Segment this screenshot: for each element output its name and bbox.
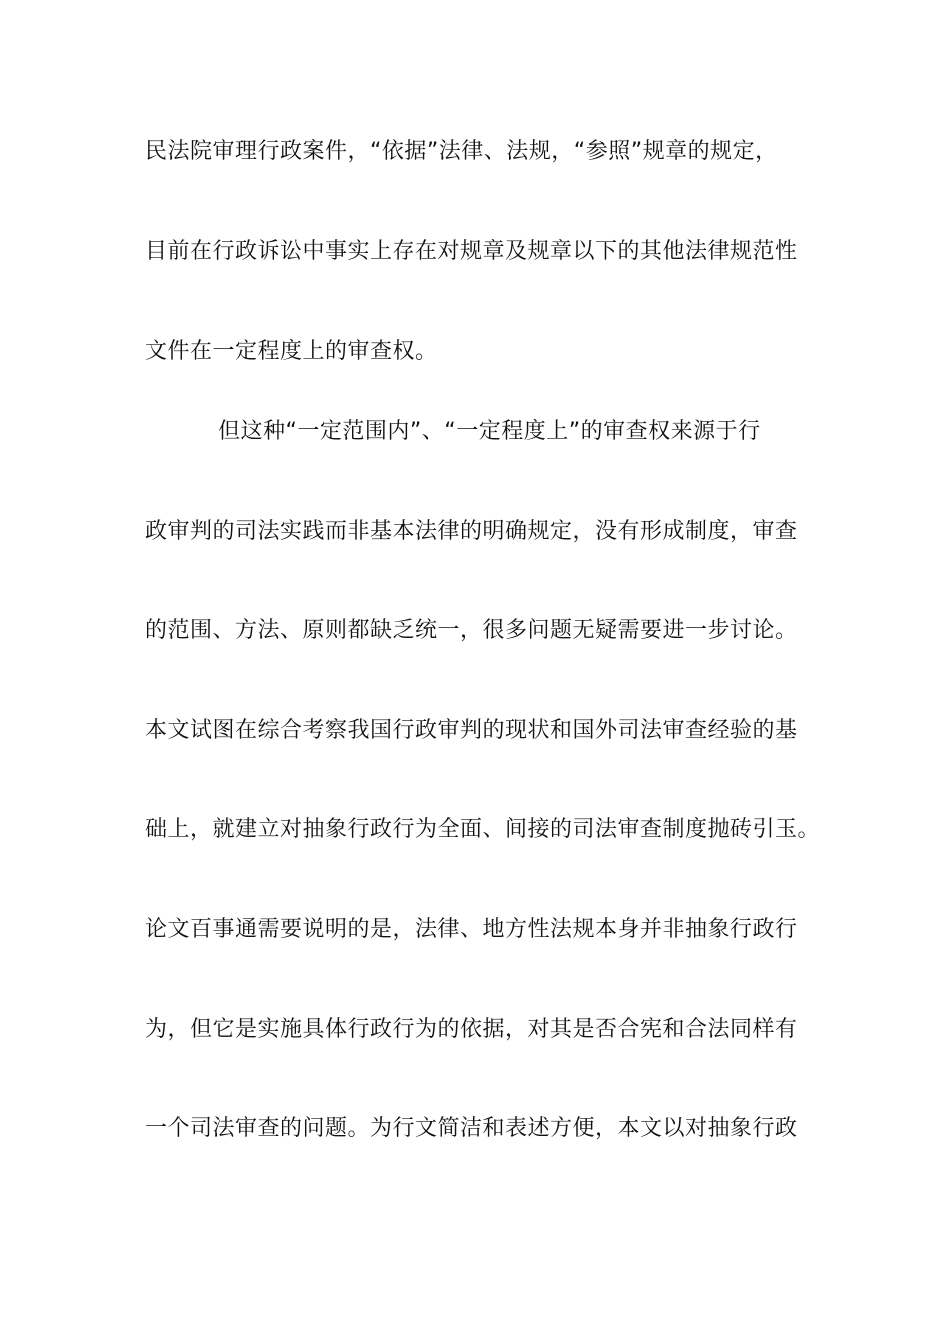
text-line: 目前在行政诉讼中事实上存在对规章及规章以下的其他法律规范性 <box>145 239 798 264</box>
text-line: 一个司法审查的问题。为行文简洁和表述方便，本文以对抽象行政 <box>145 1116 798 1141</box>
text-line: 为，但它是实施具体行政行为的依据，对其是否合宪和合法同样有 <box>145 1017 798 1042</box>
paragraph-first-line: 但这种“一定范围内”、“一定程度上”的审查权来源于行 <box>218 419 761 444</box>
text-line: 文件在一定程度上的审查权。 <box>145 339 438 364</box>
text-line: 政审判的司法实践而非基本法律的明确规定，没有形成制度，审查 <box>145 519 798 544</box>
text-line: 的范围、方法、原则都缺乏统一，很多问题无疑需要进一步讨论。 <box>145 618 798 643</box>
text-line: 论文百事通需要说明的是，法律、地方性法规本身并非抽象行政行 <box>145 917 798 942</box>
text-line: 础上，就建立对抽象行政行为全面、间接的司法审查制度抛砖引玉。 <box>145 817 821 842</box>
text-line: 本文试图在综合考察我国行政审判的现状和国外司法审查经验的基 <box>145 718 798 743</box>
text-line: 民法院审理行政案件，“依据”法律、法规，“参照”规章的规定， <box>145 139 778 164</box>
